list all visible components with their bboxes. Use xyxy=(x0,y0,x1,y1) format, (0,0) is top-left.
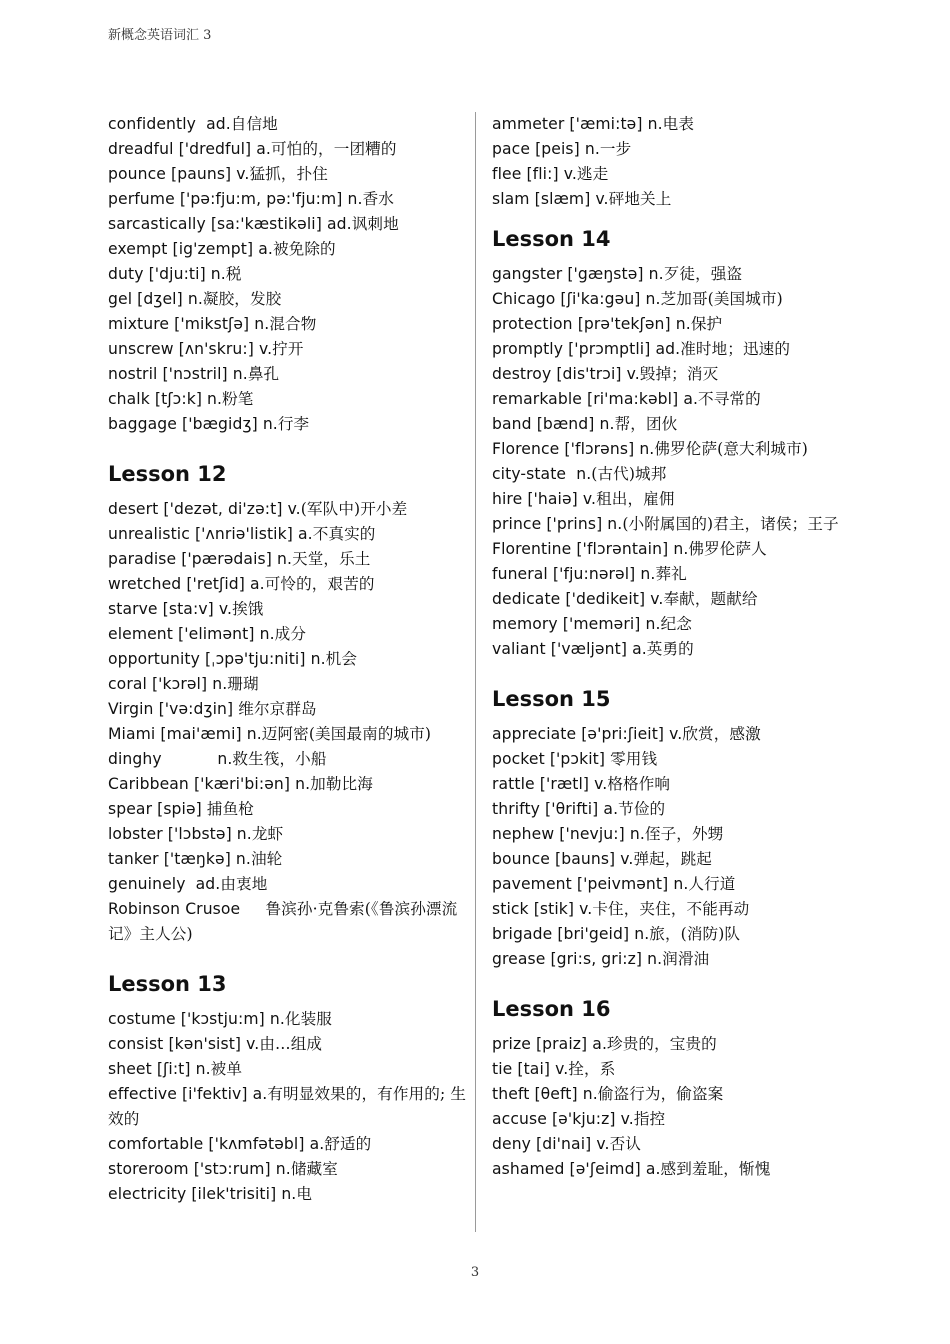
vocab-entry xyxy=(108,1082,468,1132)
vocab-entry xyxy=(492,872,862,897)
vocab-definition: 粉笔 xyxy=(222,390,254,408)
vocab-word: Virgin ['və:dʒin] xyxy=(108,700,239,718)
vocab-word: tanker ['tæŋkə] n. xyxy=(108,850,251,868)
vocab-definition: 挨饿 xyxy=(232,600,264,618)
vocab-entry xyxy=(108,362,468,387)
vocab-word: flee [fli:] v. xyxy=(492,165,577,183)
vocab-entry xyxy=(108,797,468,822)
vocab-definition: 保护 xyxy=(690,315,723,333)
vocab-definition: 奉献，题献给 xyxy=(663,590,758,608)
vocab-definition: (小附属国的)君主，诸侯；王子 xyxy=(622,515,839,533)
vocab-definition: 电表 xyxy=(662,115,695,133)
vocab-word: remarkable [ri'ma:kəbl] a. xyxy=(492,390,699,408)
vocab-definition: 毁掉；消灭 xyxy=(639,365,719,383)
vocab-entry xyxy=(108,187,468,212)
vocab-definition: 机会 xyxy=(325,650,358,668)
vocab-definition: 成分 xyxy=(274,625,307,643)
vocab-entry xyxy=(492,412,862,437)
vocab-word: grease [gri:s, gri:z] n. xyxy=(492,950,663,968)
vocab-word: hire ['haiə] v. xyxy=(492,490,597,508)
vocab-word: accuse [ə'kju:z] v. xyxy=(492,1110,634,1128)
vocab-definition: 税 xyxy=(225,265,242,283)
lesson-heading: Lesson 12 xyxy=(108,462,227,486)
vocab-definition: 旅，(消防)队 xyxy=(649,925,741,943)
vocab-word: promptly ['prɔmptli] ad. xyxy=(492,340,681,358)
vocab-entry xyxy=(108,647,468,672)
vocab-word: starve [sta:v] v. xyxy=(108,600,233,618)
vocab-entry xyxy=(108,497,468,522)
vocab-word: gangster ['gæŋstə] n. xyxy=(492,265,664,283)
vocab-definition: 鲁滨孙·克鲁索(《鲁滨孙漂流记》主人公) xyxy=(108,900,458,943)
vocab-word: unscrew [ʌn'skru:] v. xyxy=(108,340,273,358)
vocab-definition: 珊瑚 xyxy=(227,675,259,693)
vocab-definition: 化装服 xyxy=(284,1010,333,1028)
vocab-word: costume ['kɔstju:m] n. xyxy=(108,1010,285,1028)
vocab-word: Robinson Crusoe xyxy=(108,900,266,918)
vocab-word: stick [stik] v. xyxy=(492,900,593,918)
vocab-definition: 砰地关上 xyxy=(608,190,672,208)
vocab-entry xyxy=(492,512,862,537)
vocab-word: coral ['kɔrəl] n. xyxy=(108,675,228,693)
vocab-word: exempt [ig'zempt] a. xyxy=(108,240,273,258)
vocab-definition: 香水 xyxy=(362,190,394,208)
vocab-word: pace [peis] n. xyxy=(492,140,600,158)
vocab-definition: 租出，雇佣 xyxy=(596,490,675,508)
vocab-word: consist [kən'sist] v. xyxy=(108,1035,260,1053)
vocab-definition: 歹徒，强盗 xyxy=(663,265,743,283)
vocab-entry xyxy=(108,847,468,872)
vocab-entry xyxy=(108,1132,468,1157)
vocab-entry xyxy=(108,697,468,722)
vocab-word: sarcastically [sa:'kæstikəli] ad. xyxy=(108,215,352,233)
vocab-definition: 混合物 xyxy=(269,315,317,333)
vocab-definition: (古代)城邦 xyxy=(591,465,667,483)
vocab-word: band [bænd] n. xyxy=(492,415,615,433)
vocab-definition: 自信地 xyxy=(230,115,278,133)
vocab-entry xyxy=(492,772,862,797)
vocab-entry xyxy=(108,572,468,597)
vocab-entry xyxy=(492,587,862,612)
vocab-definition: 龙虾 xyxy=(251,825,284,843)
vocab-word: lobster ['lɔbstə] n. xyxy=(108,825,252,843)
vocab-entry xyxy=(108,337,468,362)
vocab-word: paradise ['pærədais] n. xyxy=(108,550,293,568)
vocab-entry xyxy=(108,1182,468,1207)
vocab-entry xyxy=(492,262,862,287)
vocab-entry xyxy=(492,187,862,212)
document-header: 新概念英语词汇 3 xyxy=(108,28,212,43)
vocab-definition: 有明显效果的，有作用的; 生效的 xyxy=(108,1085,467,1128)
vocab-entry xyxy=(492,1132,862,1157)
vocab-definition: 鼻孔 xyxy=(247,365,280,383)
vocab-word: ashamed [ə'ʃeimd] a. xyxy=(492,1160,661,1178)
left-column xyxy=(108,112,468,1207)
vocab-definition: 天堂，乐土 xyxy=(292,550,371,568)
vocab-definition: 格格作响 xyxy=(607,775,671,793)
vocab-word: pounce [pauns] v. xyxy=(108,165,250,183)
vocab-definition: 英勇的 xyxy=(646,640,694,658)
vocab-definition: 电 xyxy=(296,1185,313,1203)
lesson-heading: Lesson 14 xyxy=(492,227,611,251)
vocab-word: mixture ['mikstʃə] n. xyxy=(108,315,270,333)
vocab-definition: 拧开 xyxy=(272,340,304,358)
vocab-definition: 帮，团伙 xyxy=(614,415,678,433)
vocab-word: sheet [ʃi:t] n. xyxy=(108,1060,211,1078)
vocab-definition: 被免除的 xyxy=(272,240,336,258)
vocab-entry xyxy=(108,622,468,647)
vocab-entry xyxy=(492,722,862,747)
vocab-entry xyxy=(108,597,468,622)
vocab-word: gel [dʒel] n. xyxy=(108,290,203,308)
vocab-entry xyxy=(108,1032,468,1057)
vocab-entry xyxy=(492,947,862,972)
vocab-word: valiant ['væljənt] a. xyxy=(492,640,647,658)
vocab-definition: 人行道 xyxy=(688,875,736,893)
vocab-definition: 不真实的 xyxy=(312,525,376,543)
vocab-entry xyxy=(492,1057,862,1082)
vocab-entry xyxy=(492,1157,862,1182)
vocab-definition: 被单 xyxy=(210,1060,243,1078)
vocab-definition: 油轮 xyxy=(250,850,283,868)
vocab-entry xyxy=(108,412,468,437)
vocab-entry xyxy=(492,387,862,412)
vocab-word: unrealistic ['ʌnriə'listik] a. xyxy=(108,525,313,543)
vocab-word: protection [prə'tekʃən] n. xyxy=(492,315,691,333)
vocab-word: genuinely ad. xyxy=(108,875,221,893)
page-number: 3 xyxy=(470,1265,480,1280)
vocab-entry xyxy=(108,772,468,797)
vocab-entry xyxy=(108,1157,468,1182)
vocab-definition: 猛抓，扑住 xyxy=(249,165,328,183)
vocab-word: appreciate [ə'pri:ʃieit] v. xyxy=(492,725,683,743)
vocab-word: Chicago [ʃi'ka:gəu] n. xyxy=(492,290,661,308)
vocab-entry xyxy=(108,547,468,572)
vocab-definition: 纪念 xyxy=(660,615,692,633)
vocab-definition: 芝加哥(美国城市) xyxy=(660,290,783,308)
vocab-entry xyxy=(492,637,862,662)
vocab-word: Florence ['flɔrəns] n. xyxy=(492,440,655,458)
vocab-word: memory ['meməri] n. xyxy=(492,615,661,633)
vocab-entry xyxy=(108,822,468,847)
vocab-definition: 拴，系 xyxy=(568,1060,616,1078)
vocab-definition: 加勒比海 xyxy=(310,775,373,793)
vocab-definition: 葬礼 xyxy=(655,565,687,583)
vocab-word: thrifty ['θrifti] a. xyxy=(492,800,619,818)
vocab-word: dedicate ['dedikeit] v. xyxy=(492,590,664,608)
vocab-word: pocket ['pɔkit] xyxy=(492,750,611,768)
vocab-definition: 卡住，夹住，不能再动 xyxy=(592,900,750,918)
vocab-definition: 行李 xyxy=(277,415,310,433)
vocab-entry xyxy=(108,112,468,137)
vocab-definition: 一步 xyxy=(599,140,632,158)
vocab-word: rattle ['rætl] v. xyxy=(492,775,608,793)
vocab-word: effective [i'fektiv] a. xyxy=(108,1085,268,1103)
vocab-definition: 侄子，外甥 xyxy=(644,825,724,843)
vocab-entry xyxy=(108,387,468,412)
vocab-word: dinghy n. xyxy=(108,750,233,768)
vocab-word: element ['elimənt] n. xyxy=(108,625,275,643)
vocab-definition: 捕鱼枪 xyxy=(206,800,255,818)
vocab-definition: 舒适的 xyxy=(324,1135,372,1153)
vocab-definition: 感到羞耻，惭愧 xyxy=(660,1160,771,1178)
vocab-entry xyxy=(492,537,862,562)
vocab-definition: 由衷地 xyxy=(220,875,268,893)
vocab-definition: 准时地；迅速的 xyxy=(680,340,791,358)
vocab-entry xyxy=(108,672,468,697)
vocab-definition: 佛罗伦萨(意大利城市) xyxy=(654,440,808,458)
vocab-word: comfortable ['kʌmfətəbl] a. xyxy=(108,1135,325,1153)
vocab-entry xyxy=(492,112,862,137)
vocab-definition: 由…组成 xyxy=(259,1035,323,1053)
vocab-definition: 迈阿密(美国最南的城市) xyxy=(261,725,432,743)
vocab-word: chalk [tʃɔ:k] n. xyxy=(108,390,223,408)
vocab-entry xyxy=(108,162,468,187)
vocab-word: baggage ['bægidʒ] n. xyxy=(108,415,278,433)
vocab-entry xyxy=(492,487,862,512)
vocab-entry xyxy=(492,1107,862,1132)
lesson-heading: Lesson 13 xyxy=(108,972,227,996)
vocab-definition: (军队中)开小差 xyxy=(300,500,408,518)
vocab-entry xyxy=(108,312,468,337)
vocab-word: opportunity [ˌɔpə'tju:niti] n. xyxy=(108,650,326,668)
vocab-definition: 可怕的，一团糟的 xyxy=(270,140,397,158)
vocab-word: prize [praiz] a. xyxy=(492,1035,607,1053)
right-column xyxy=(492,112,862,1182)
vocab-entry xyxy=(108,872,468,897)
vocab-entry xyxy=(492,747,862,772)
vocab-definition: 救生筏，小船 xyxy=(232,750,327,768)
vocab-word: desert ['dezət, di'zə:t] v. xyxy=(108,500,301,518)
vocab-entry xyxy=(492,437,862,462)
vocab-entry xyxy=(108,212,468,237)
vocab-word: destroy [dis'trɔi] v. xyxy=(492,365,640,383)
vocab-word: ammeter ['æmi:tə] n. xyxy=(492,115,663,133)
vocab-definition: 零用钱 xyxy=(610,750,658,768)
vocab-definition: 维尔京群岛 xyxy=(238,700,317,718)
vocab-entry xyxy=(492,362,862,387)
vocab-entry xyxy=(492,612,862,637)
vocab-entry xyxy=(492,847,862,872)
vocab-word: slam [slæm] v. xyxy=(492,190,609,208)
lesson-heading: Lesson 15 xyxy=(492,687,611,711)
vocab-definition: 节俭的 xyxy=(618,800,666,818)
vocab-word: tie [tai] v. xyxy=(492,1060,569,1078)
vocab-entry xyxy=(108,287,468,312)
vocab-word: bounce [bauns] v. xyxy=(492,850,634,868)
vocab-definition: 弹起，跳起 xyxy=(633,850,712,868)
vocab-word: city-state n. xyxy=(492,465,592,483)
vocab-word: duty ['dju:ti] n. xyxy=(108,265,226,283)
vocab-entry xyxy=(492,1082,862,1107)
vocab-word: perfume ['pə:fju:m, pə:'fju:m] n. xyxy=(108,190,363,208)
vocab-word: nostril ['nɔstril] n. xyxy=(108,365,248,383)
vocab-entry xyxy=(492,922,862,947)
vocab-entry xyxy=(108,237,468,262)
vocab-entry xyxy=(108,1057,468,1082)
vocab-definition: 欣赏，感激 xyxy=(682,725,761,743)
vocab-definition: 指控 xyxy=(633,1110,666,1128)
column-divider xyxy=(475,112,476,1232)
vocab-entry xyxy=(492,822,862,847)
vocab-definition: 不寻常的 xyxy=(698,390,761,408)
vocab-entry xyxy=(492,287,862,312)
vocab-entry xyxy=(492,337,862,362)
vocab-entry xyxy=(108,137,468,162)
vocab-definition: 珍贵的，宝贵的 xyxy=(607,1035,717,1053)
vocab-entry xyxy=(492,162,862,187)
vocab-entry xyxy=(492,797,862,822)
vocab-word: wretched ['retʃid] a. xyxy=(108,575,265,593)
vocab-definition: 偷盗行为，偷盗案 xyxy=(597,1085,724,1103)
vocab-word: confidently ad. xyxy=(108,115,231,133)
vocab-word: pavement ['peivmənt] n. xyxy=(492,875,689,893)
vocab-definition: 可怜的，艰苦的 xyxy=(264,575,375,593)
vocab-entry xyxy=(492,462,862,487)
lesson-heading: Lesson 16 xyxy=(492,997,611,1021)
vocab-definition: 逃走 xyxy=(576,165,609,183)
vocab-entry xyxy=(108,262,468,287)
vocab-definition: 佛罗伦萨人 xyxy=(688,540,767,558)
vocab-entry xyxy=(492,897,862,922)
vocab-entry xyxy=(108,722,468,747)
vocab-entry xyxy=(108,747,468,772)
vocab-word: Miami [mai'æmi] n. xyxy=(108,725,262,743)
vocab-word: electricity [ilek'trisiti] n. xyxy=(108,1185,297,1203)
vocab-entry xyxy=(492,562,862,587)
vocab-word: brigade [bri'geid] n. xyxy=(492,925,650,943)
vocab-definition: 润滑油 xyxy=(662,950,710,968)
vocab-word: spear [spiə] xyxy=(108,800,207,818)
vocab-word: Florentine ['flɔrəntain] n. xyxy=(492,540,689,558)
vocab-entry xyxy=(108,897,468,947)
vocab-word: funeral ['fju:nərəl] n. xyxy=(492,565,656,583)
vocab-word: Caribbean ['kæri'bi:ən] n. xyxy=(108,775,311,793)
vocab-definition: 凝胶，发胶 xyxy=(202,290,282,308)
vocab-entry xyxy=(108,522,468,547)
vocab-definition: 否认 xyxy=(609,1135,641,1153)
vocab-word: storeroom ['stɔ:rum] n. xyxy=(108,1160,291,1178)
vocab-word: theft [θeft] n. xyxy=(492,1085,598,1103)
vocab-entry xyxy=(492,312,862,337)
vocab-word: prince ['prins] n. xyxy=(492,515,623,533)
vocab-word: dreadful ['dredful] a. xyxy=(108,140,271,158)
vocab-entry xyxy=(492,1032,862,1057)
vocab-entry xyxy=(108,1007,468,1032)
vocab-definition: 讽刺地 xyxy=(351,215,399,233)
vocab-definition: 储藏室 xyxy=(290,1160,338,1178)
vocab-entry xyxy=(492,137,862,162)
vocab-word: deny [di'nai] v. xyxy=(492,1135,610,1153)
vocab-word: nephew ['nevju:] n. xyxy=(492,825,645,843)
